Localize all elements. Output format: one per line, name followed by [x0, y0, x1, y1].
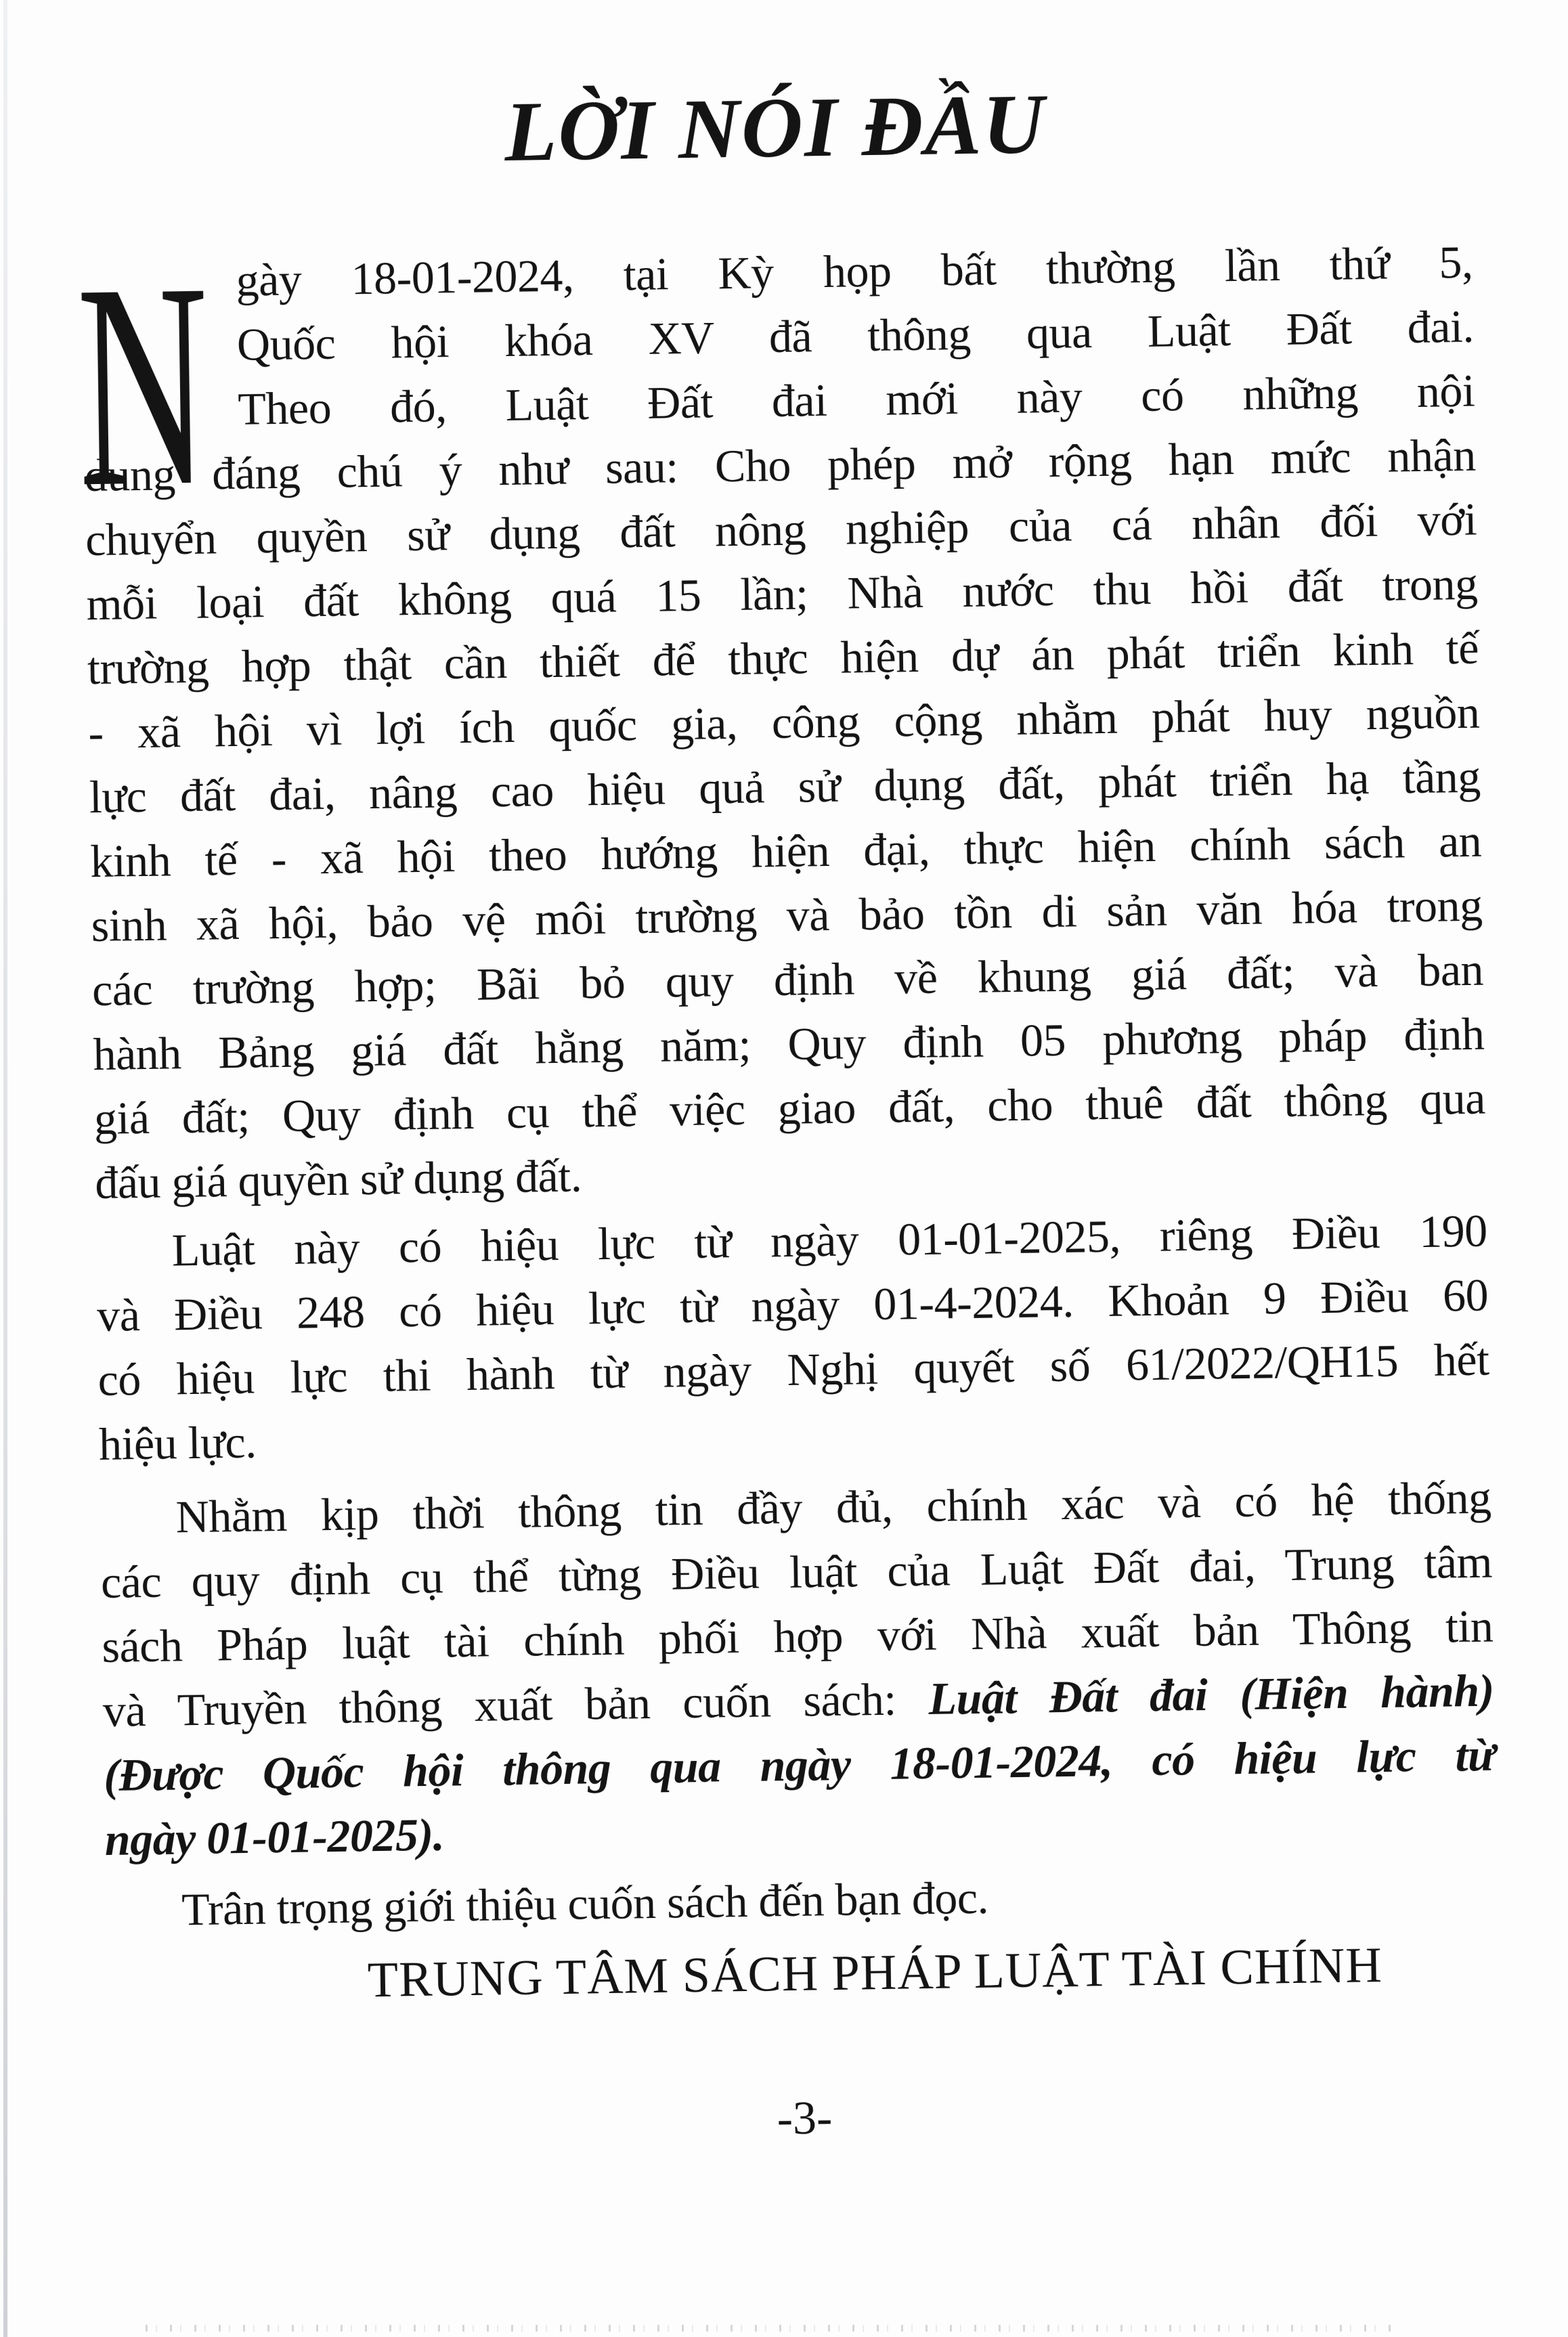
preface-paragraph-2 — [95, 1199, 1490, 1477]
body-line: các quy định cụ thể từng Điều luật của Luật Đất đai, Trung tâm — [100, 1535, 1493, 1608]
body-line: có hiệu lực thi hành từ ngày Nghị quyết số 61/2022/QH15 hết — [97, 1333, 1489, 1405]
book-title-emphasis: (Được Quốc hội thông qua ngày 18-01-2024, có hiệu lực từ — [103, 1728, 1496, 1801]
book-title-emphasis: ngày 01-01-2025). — [104, 1808, 445, 1865]
body-line: đấu giá quyền sử dụng đất. — [94, 1150, 582, 1209]
body-line: Trân trọng giới thiệu cuốn sách đến bạn đọc. — [181, 1871, 989, 1936]
drop-cap-letter: N — [75, 222, 211, 548]
body-line: sinh xã hội, bảo vệ môi trường và bảo tồn di sản văn hóa trong — [91, 879, 1483, 952]
body-line: trường hợp thật cần thiết để thực hiện dự án phát triển kinh tế — [87, 621, 1479, 695]
scan-artifact-left-edge — [3, 0, 7, 2337]
body-line: sách Pháp luật tài chính phối hợp với Nhà xuất bản Thông tin — [101, 1600, 1494, 1672]
scan-artifact-bottom-speckle — [146, 2325, 1395, 2332]
body-line: Theo đó, Luật Đất đai mới này có những nội — [237, 364, 1475, 435]
body-line: hiệu lực. — [98, 1416, 257, 1470]
book-title-emphasis: Luật Đất đai (Hiện hành) — [928, 1664, 1495, 1724]
preface-paragraph-3 — [100, 1465, 1496, 1871]
body-line: Nhằm kịp thời thông tin đầy đủ, chính xác và có hệ thống — [175, 1471, 1492, 1543]
body-line: Quốc hội khóa XV đã thông qua Luật Đất đai. — [236, 300, 1475, 370]
body-line: lực đất đai, nâng cao hiệu quả sử dụng đất, phát triển hạ tầng — [89, 750, 1481, 823]
body-line: mỗi loại đất không quá 15 lần; Nhà nước thu hồi đất trong — [86, 557, 1478, 630]
body-line-text: và Truyền thông xuất bản cuốn sách: — [102, 1673, 897, 1737]
body-line: - xã hội vì lợi ích quốc gia, công cộng nhằm phát huy nguồn — [87, 686, 1480, 759]
page-number: -3- — [777, 2092, 833, 2145]
body-line: chuyển quyền sử dụng đất nông nghiệp của cá nhân đối với — [85, 493, 1477, 566]
page-title: LỜI NÓI ĐẦU — [504, 77, 1047, 179]
preface-paragraph-1 — [75, 222, 1487, 1215]
body-line: Luật này có hiệu lực từ ngày 01-01-2025, riêng Điều 190 — [171, 1204, 1488, 1276]
body-line: các trường hợp; Bãi bỏ quy định về khung giá đất; và ban — [91, 943, 1484, 1016]
preface-paragraph-4 — [106, 1858, 1498, 1942]
body-line: hành Bảng giá đất hằng năm; Quy định 05 phương pháp định — [92, 1007, 1485, 1080]
body-line: gày 18-01-2024, tại Kỳ họp bất thường lần thứ 5, — [236, 236, 1473, 306]
body-line: giá đất; Quy định cụ thể việc giao đất, cho thuê đất thông qua — [93, 1072, 1486, 1145]
body-line: dung đáng chú ý như sau: Cho phép mở rộng hạn mức nhận — [84, 429, 1477, 502]
publisher-signature: TRUNG TÂM SÁCH PHÁP LUẬT TÀI CHÍNH — [367, 1937, 1383, 2009]
body-line: và Điều 248 có hiệu lực từ ngày 01-4-2024. Khoản 9 Điều 60 — [96, 1269, 1489, 1342]
body-line: kinh tế - xã hội theo hướng hiện đại, thực hiện chính sách an — [89, 814, 1482, 888]
